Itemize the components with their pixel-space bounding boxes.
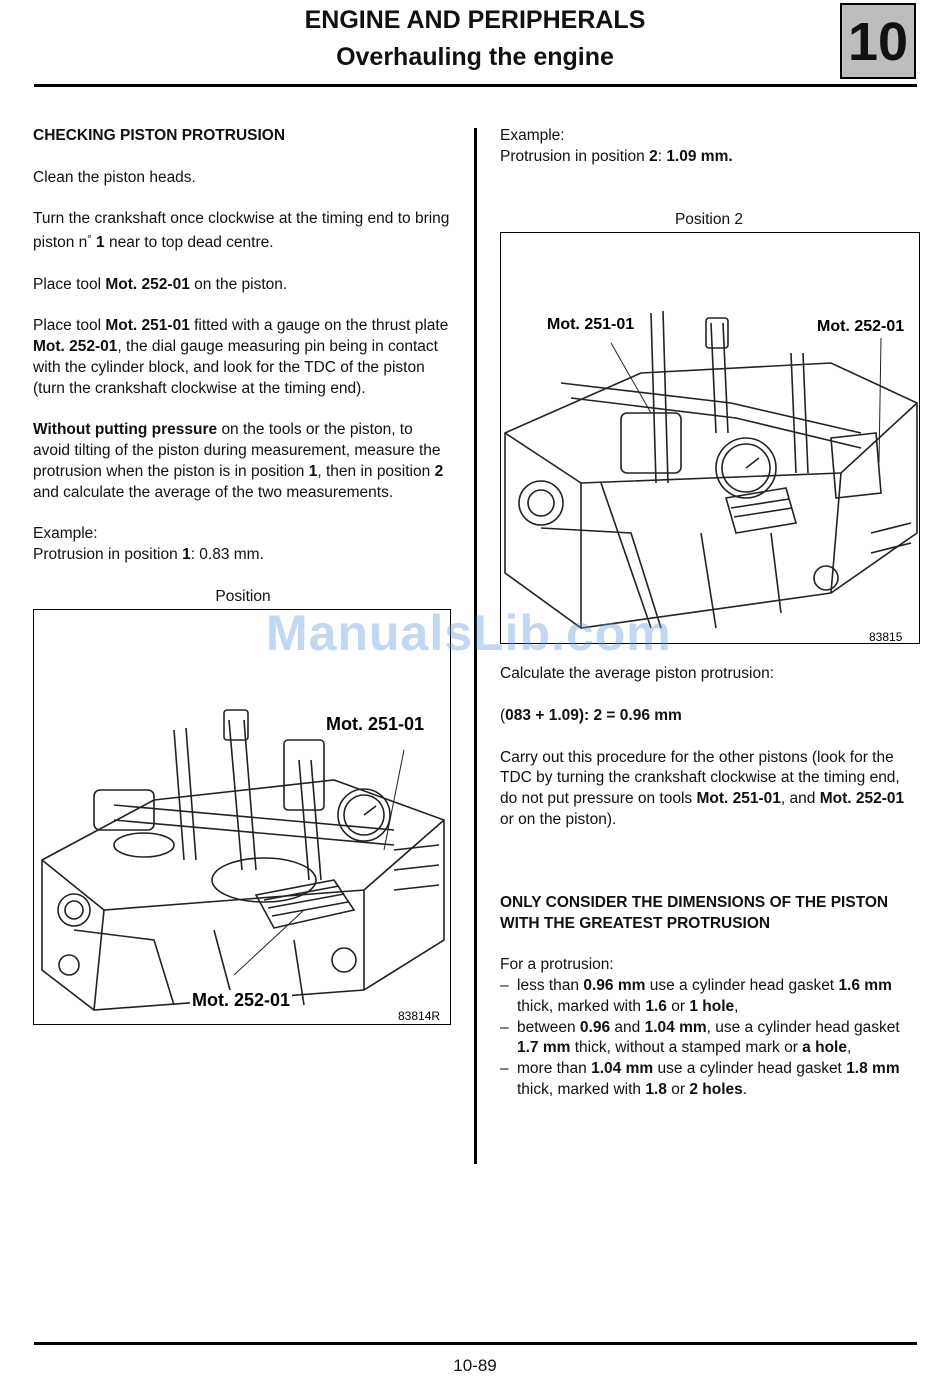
figure-number: 83814R: [396, 1006, 442, 1025]
watermark: ManualsLib.com: [266, 605, 672, 661]
header-rule: [34, 84, 917, 87]
page-title: ENGINE AND PERIPHERALS: [304, 6, 646, 34]
protrusion-intro: For a protrusion:: [500, 956, 614, 974]
tool-label-mot-251-01: Mot. 251-01: [326, 714, 425, 735]
figure-number: 83815: [867, 627, 904, 644]
list-item: – more than 1.04 mm use a cylinder head gasket 1.8 mm thick, marked with 1.8 or 2 holes.: [500, 1059, 918, 1101]
example-value: Protrusion in position 1: 0.83 mm.: [33, 545, 264, 563]
paragraph-carry-out: Carry out this procedure for the other pistons (look for the TDC by turning the crankshaft clockwise at the timing end, do not put pressure on tools Mot. 251-01, and Mot. 252-01 or on the piston).: [500, 748, 905, 828]
figure-caption-position-1: Position: [215, 587, 271, 605]
figure-caption-position-2: Position 2: [674, 210, 744, 228]
tool-label-mot-251-01: Mot. 251-01: [545, 315, 636, 336]
page-number: 10-89: [453, 1356, 497, 1375]
engine-figure-position-1: [33, 609, 451, 1025]
right-column: [500, 126, 918, 1101]
tool-label-mot-252-01: Mot. 252-01: [815, 317, 906, 338]
paragraph-pressure: Without putting pressure on the tools or the piston, to avoid tilting of the piston during measurement, measure the protrusion when the piston is in position 1, then in position 2 and calculate the average of the two measurements.: [33, 421, 444, 501]
engine-figure-position-2: [500, 232, 920, 644]
example-label: Example:: [33, 525, 98, 543]
paragraph-place: Place tool Mot. 252-01 on the piston.: [33, 275, 288, 293]
formula: (083 + 1.09): 2 = 0.96 mm: [500, 706, 682, 724]
list-item: – less than 0.96 mm use a cylinder head gasket 1.6 mm thick, marked with 1.6 or 1 hole,: [500, 976, 918, 1018]
footer-rule: [34, 1342, 917, 1345]
list-item: – between 0.96 and 1.04 mm, use a cylinder head gasket 1.7 mm thick, without a stamped mark or a hole,: [500, 1018, 918, 1060]
tool-label-mot-252-01: Mot. 252-01: [192, 990, 291, 1011]
left-column: [33, 126, 453, 1025]
paragraph-calculate: Calculate the average piston protrusion:: [500, 665, 774, 683]
column-divider: [474, 128, 477, 1164]
paragraph-turn: Turn the crankshaft once clockwise at the timing end to bring piston n° 1 near to top dead centre.: [33, 210, 450, 251]
engine-block-illustration: [34, 610, 451, 1025]
page-subtitle: Overhauling the engine: [336, 43, 614, 71]
gasket-heading: ONLY CONSIDER THE DIMENSIONS OF THE PISTON WITH THE GREATEST PROTRUSION: [500, 893, 889, 932]
gasket-list: [500, 976, 918, 1101]
engine-block-illustration: [501, 233, 920, 644]
section-heading: CHECKING PISTON PROTRUSION: [33, 127, 286, 144]
paragraph-clean: Clean the piston heads.: [33, 168, 196, 186]
chapter-badge: 10: [840, 3, 916, 79]
example-value: Protrusion in position 2: 1.09 mm.: [500, 147, 733, 165]
paragraph-place-gauge: Place tool Mot. 251-01 fitted with a gauge on the thrust plate Mot. 252-01, the dial gauge measuring pin being in contact with the cylinder block, and look for the TDC of the piston (turn the crankshaft clockwise at the timing end).: [33, 317, 449, 397]
example-label: Example:: [500, 127, 565, 144]
